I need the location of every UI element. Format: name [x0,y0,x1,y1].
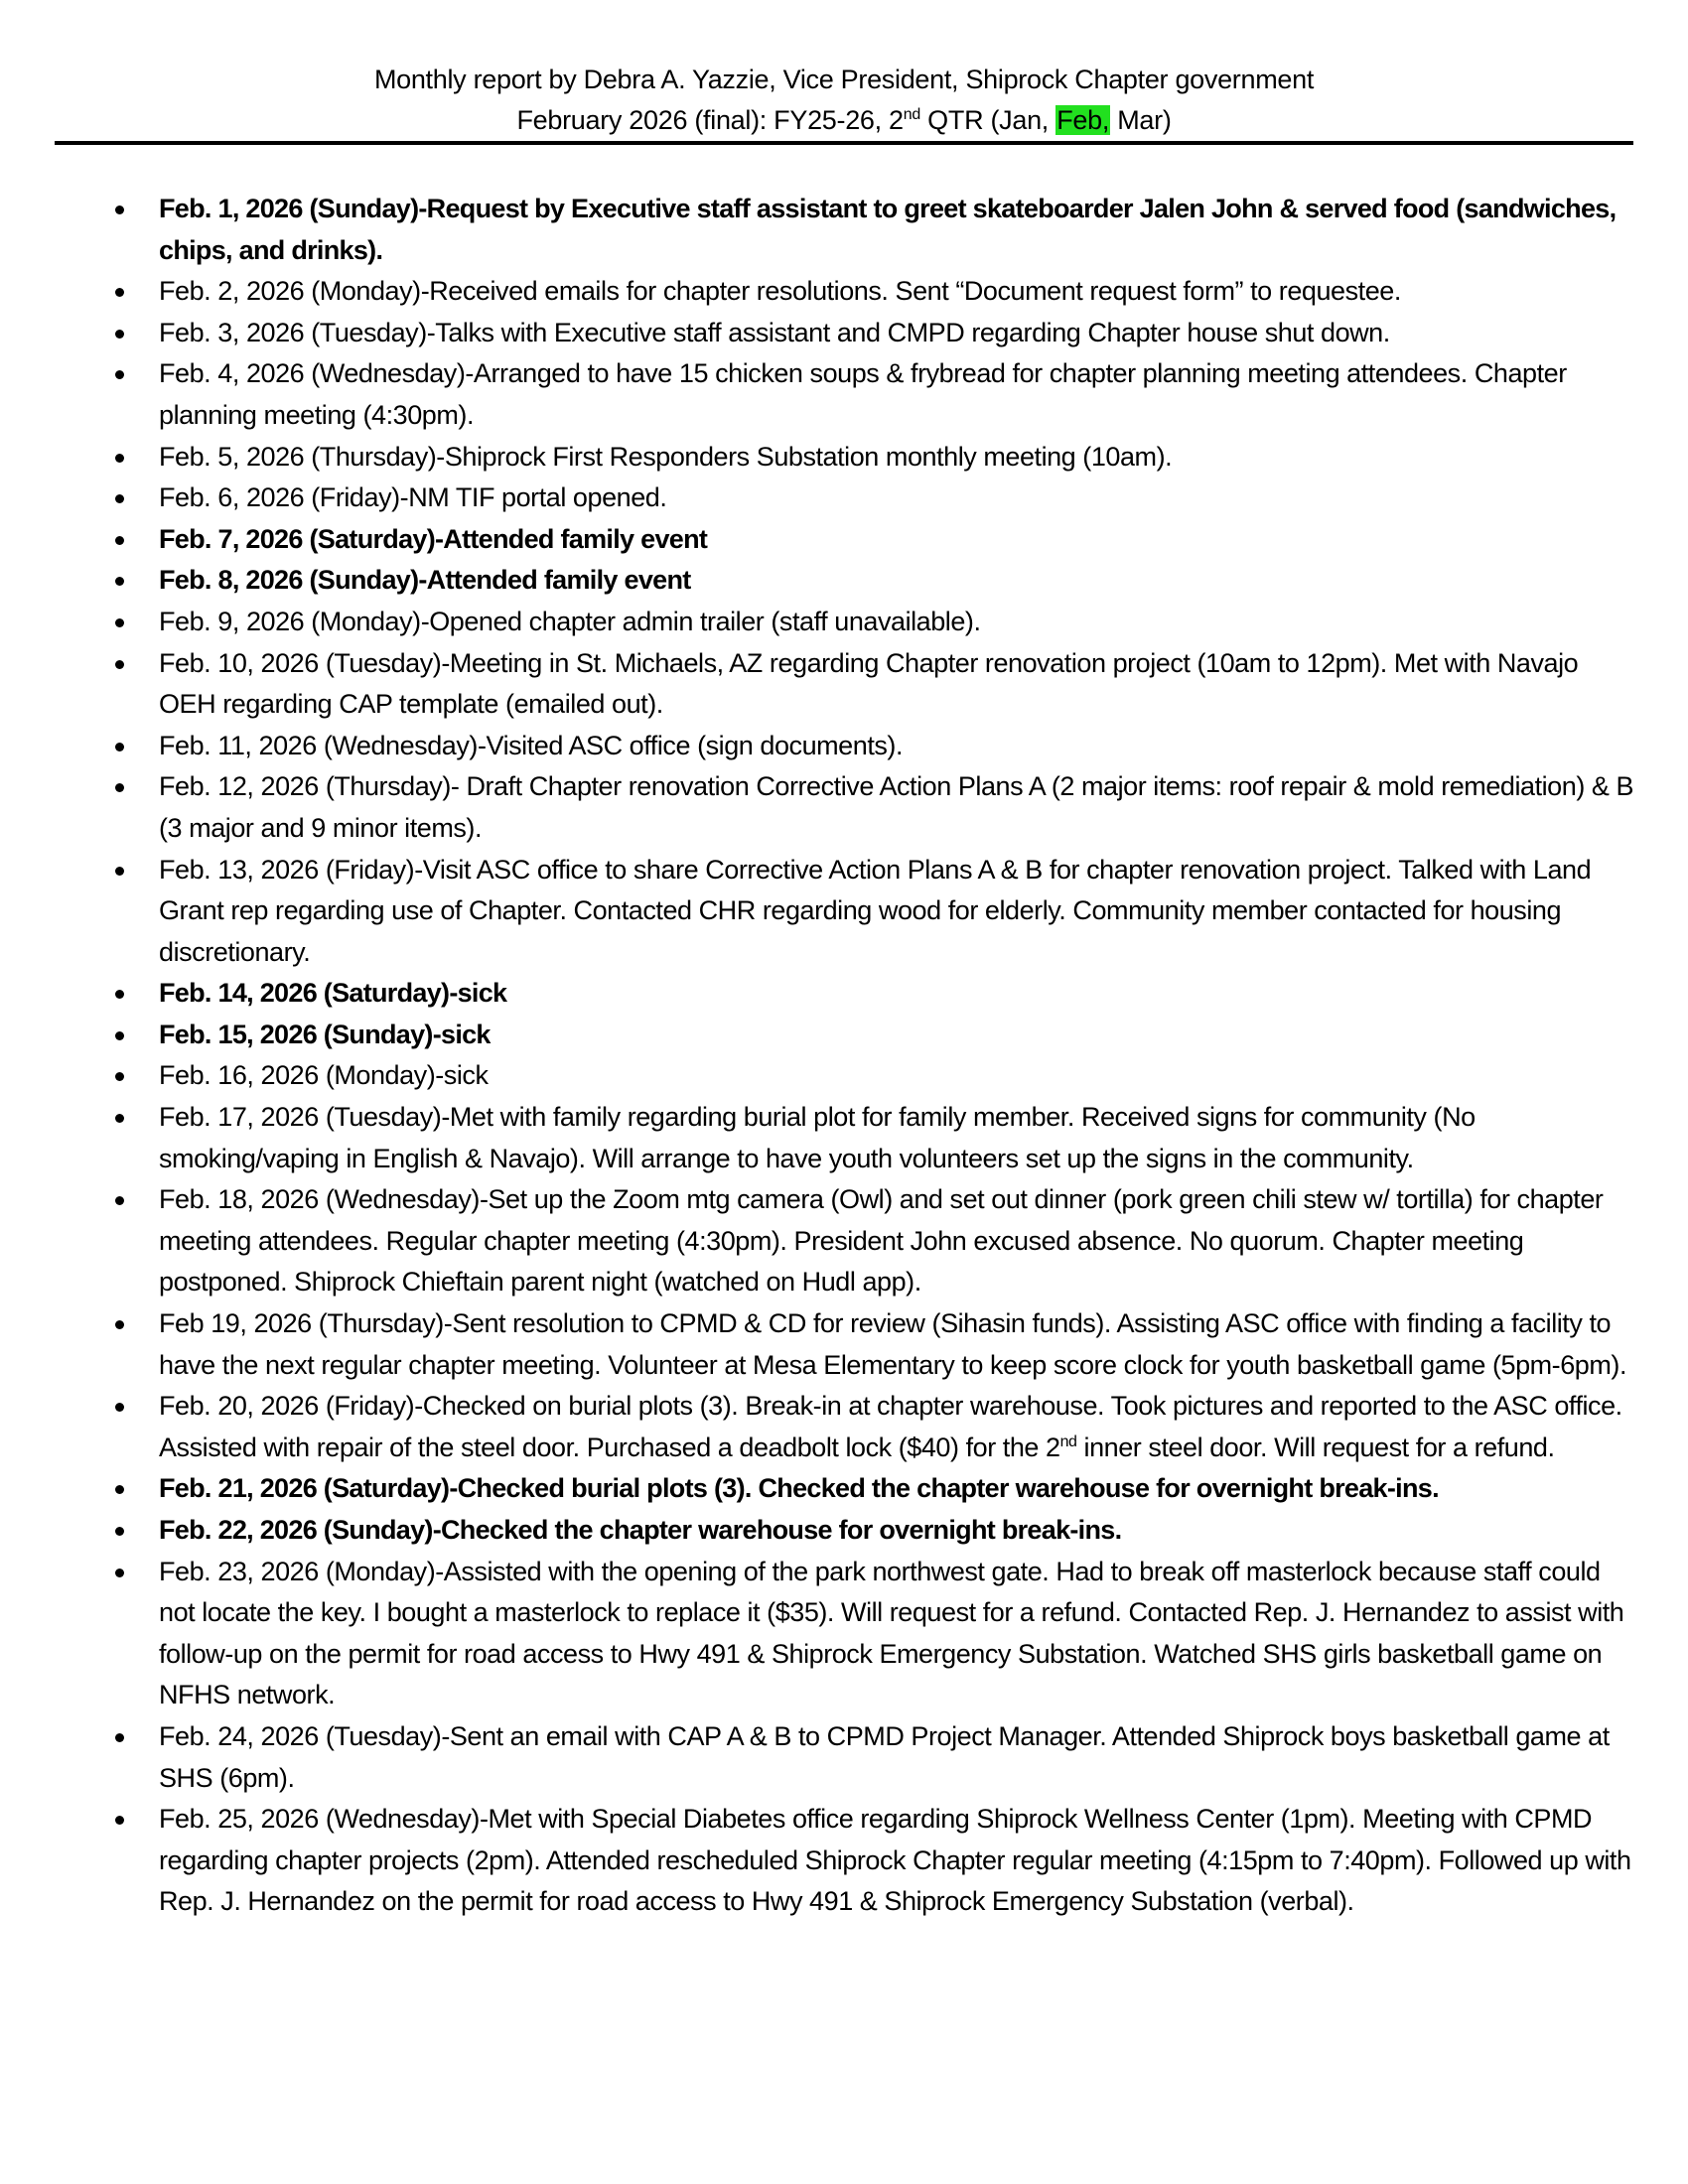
list-item [111,1055,1635,1097]
bullet-icon [115,1569,124,1577]
entry-text-post: inner steel door. Will request for a refund. [1076,1432,1555,1462]
list-item [111,1179,1635,1303]
list-item [111,1468,1635,1510]
list-item [111,643,1635,726]
entry-text: Feb. 15, 2026 (Sunday)-sick [159,1019,491,1049]
entry-text: Feb. 25, 2026 (Wednesday)-Met with Special Diabetes office regarding Shiprock Wellness Center (1pm). Meeting with CPMD regarding chapter projects (2pm). Attended rescheduled Shiprock Chapter regular meeting (4:15pm to 7:40pm). Followed up with Rep. J. Hernandez on the permit for road access to Hwy 491 & Shiprock Emergency Substation (verbal). [159,1804,1631,1917]
bullet-icon [115,1320,124,1329]
entry-text: Feb. 17, 2026 (Tuesday)-Met with family regarding burial plot for family member. Received signs for community (No smoking/vaping in English & Navajo). Will arrange to have youth volunteers set up the signs in the community. [159,1102,1476,1173]
bullet-icon [115,330,124,339]
list-item [111,726,1635,767]
entry-text: Feb. 23, 2026 (Monday)-Assisted with the opening of the park northwest gate. Had to break off masterlock because staff could not locate the key. I bought a masterlock to replace it ($35). Will request for a refund. Contacted Rep. J. Hernandez to assist with follow-up on the permit for road access to Hwy 491 & Shiprock Emergency Substation. Watched SHS girls basketball game on NFHS network. [159,1556,1624,1710]
bullet-icon [115,454,124,463]
bullet-icon [115,660,124,669]
list-item [111,1386,1635,1468]
bullet-icon [115,1196,124,1205]
list-item [111,766,1635,849]
list-item [111,1015,1635,1056]
bullet-icon [115,783,124,792]
list-item [111,189,1635,271]
bullet-icon [115,867,124,876]
subtitle-ordinal-suffix: nd [903,106,920,123]
entry-text: Feb. 16, 2026 (Monday)-sick [159,1060,489,1091]
bullet-icon [115,990,124,999]
bullet-icon [115,370,124,379]
subtitle-mid: QTR (Jan, [919,105,1056,135]
list-item [111,1552,1635,1716]
bullet-icon [115,618,124,627]
entry-text: Feb. 1, 2026 (Sunday)-Request by Executive staff assistant to greet skateboarder Jalen John & served food (sandwiches, chips, and drinks). [159,194,1617,265]
list-item [111,1303,1635,1386]
report-subtitle [0,100,1688,141]
entry-text: Feb. 9, 2026 (Monday)-Opened chapter admin trailer (staff unavailable). [159,606,981,636]
bullet-icon [115,1733,124,1742]
list-item [111,1716,1635,1799]
bullet-icon [115,1114,124,1123]
entry-text: Feb. 12, 2026 (Thursday)- Draft Chapter renovation Corrective Action Plans A (2 major items: roof repair & mold remediation) & B (3 major and 9 minor items). [159,771,1634,843]
bullet-icon [115,494,124,503]
bullet-icon [115,1816,124,1825]
bullet-icon [115,1485,124,1494]
list-item [111,437,1635,478]
bullet-icon [115,536,124,545]
bullet-icon [115,288,124,297]
ordinal-suffix: nd [1059,1433,1077,1450]
entry-text: Feb. 4, 2026 (Wednesday)-Arranged to have 15 chicken soups & frybread for chapter planning meeting attendees. Chapter planning meeting (4:30pm). [159,358,1567,430]
entry-text: Feb. 8, 2026 (Sunday)-Attended family event [159,565,691,596]
entry-text: Feb. 6, 2026 (Friday)-NM TIF portal opened. [159,482,667,513]
bullet-icon [115,577,124,586]
list-item [111,478,1635,519]
entry-text: Feb. 21, 2026 (Saturday)-Checked burial plots (3). Checked the chapter warehouse for overnight break-ins. [159,1473,1439,1504]
report-title: Monthly report by Debra A. Yazzie, Vice President, Shiprock Chapter government [373,65,1315,94]
list-item [111,1799,1635,1923]
bullet-icon [115,1527,124,1536]
bullet-icon [115,205,124,214]
list-item [111,602,1635,643]
entry-text: Feb. 2, 2026 (Monday)-Received emails for chapter resolutions. Sent “Document request form” to requestee. [159,276,1401,307]
list-item [111,560,1635,602]
list-item [111,313,1635,354]
activity-list [111,189,1635,1923]
list-item [111,1510,1635,1552]
report-header [0,60,1688,141]
entry-text: Feb. 14, 2026 (Saturday)-sick [159,978,507,1009]
entry-text: Feb. 7, 2026 (Saturday)-Attended family event [159,523,708,554]
entry-text: Feb. 13, 2026 (Friday)-Visit ASC office to share Corrective Action Plans A & B for chapter renovation project. Talked with Land Grant rep regarding use of Chapter. Contacted CHR regarding wood for elderly. Community member contacted for housing discretionary. [159,854,1592,967]
list-item [111,271,1635,313]
entry-text: Feb. 22, 2026 (Sunday)-Checked the chapter warehouse for overnight break-ins. [159,1515,1122,1545]
entry-text: Feb. 11, 2026 (Wednesday)-Visited ASC office (sign documents). [159,730,904,760]
bullet-icon [115,1072,124,1081]
highlighted-month: Feb, [1056,105,1110,135]
list-item [111,1097,1635,1179]
entry-text-pre: Feb. 20, 2026 (Friday)-Checked on burial plots (3). Break-in at chapter warehouse. Took pictures and reported to the ASC office. Assisted with repair of the steel door. Purchased a deadbolt lock ($40) for the 2 [159,1391,1622,1462]
subtitle-post: Mar) [1110,105,1172,135]
list-item [111,973,1635,1015]
bullet-icon [115,1031,124,1040]
list-item [111,519,1635,561]
entry-text: Feb. 24, 2026 (Tuesday)-Sent an email with CAP A & B to CPMD Project Manager. Attended Shiprock boys basketball game at SHS (6pm). [159,1720,1610,1793]
subtitle-pre: February 2026 (final): FY25-26, 2 [516,105,904,135]
list-item [111,353,1635,436]
entry-text: Feb 19, 2026 (Thursday)-Sent resolution to CPMD & CD for review (Sihasin funds). Assisting ASC office with finding a facility to have the next regular chapter meeting. Volunteer at Mesa Elementary to keep score clock for youth basketball game (5pm-6pm). [159,1308,1626,1380]
entry-text: Feb. 10, 2026 (Tuesday)-Meeting in St. Michaels, AZ regarding Chapter renovation project (10am to 12pm). Met with Navajo OEH regarding CAP template (emailed out). [159,647,1579,720]
entry-text: Feb. 5, 2026 (Thursday)-Shiprock First Responders Substation monthly meeting (10am). [159,441,1173,472]
entry-text: Feb. 18, 2026 (Wednesday)-Set up the Zoom mtg camera (Owl) and set out dinner (pork green chili stew w/ tortilla) for chapter meeting attendees. Regular chapter meeting (4:30pm). President John excused absence. No quorum. Chapter meeting postponed. Shiprock Chieftain parent night (watched on Hudl app). [159,1184,1604,1297]
list-item [111,850,1635,974]
bullet-icon [115,1403,124,1412]
entry-text: Feb. 3, 2026 (Tuesday)-Talks with Executive staff assistant and CMPD regarding Chapter house shut down. [159,317,1390,347]
bullet-icon [115,743,124,751]
header-divider [55,141,1633,145]
